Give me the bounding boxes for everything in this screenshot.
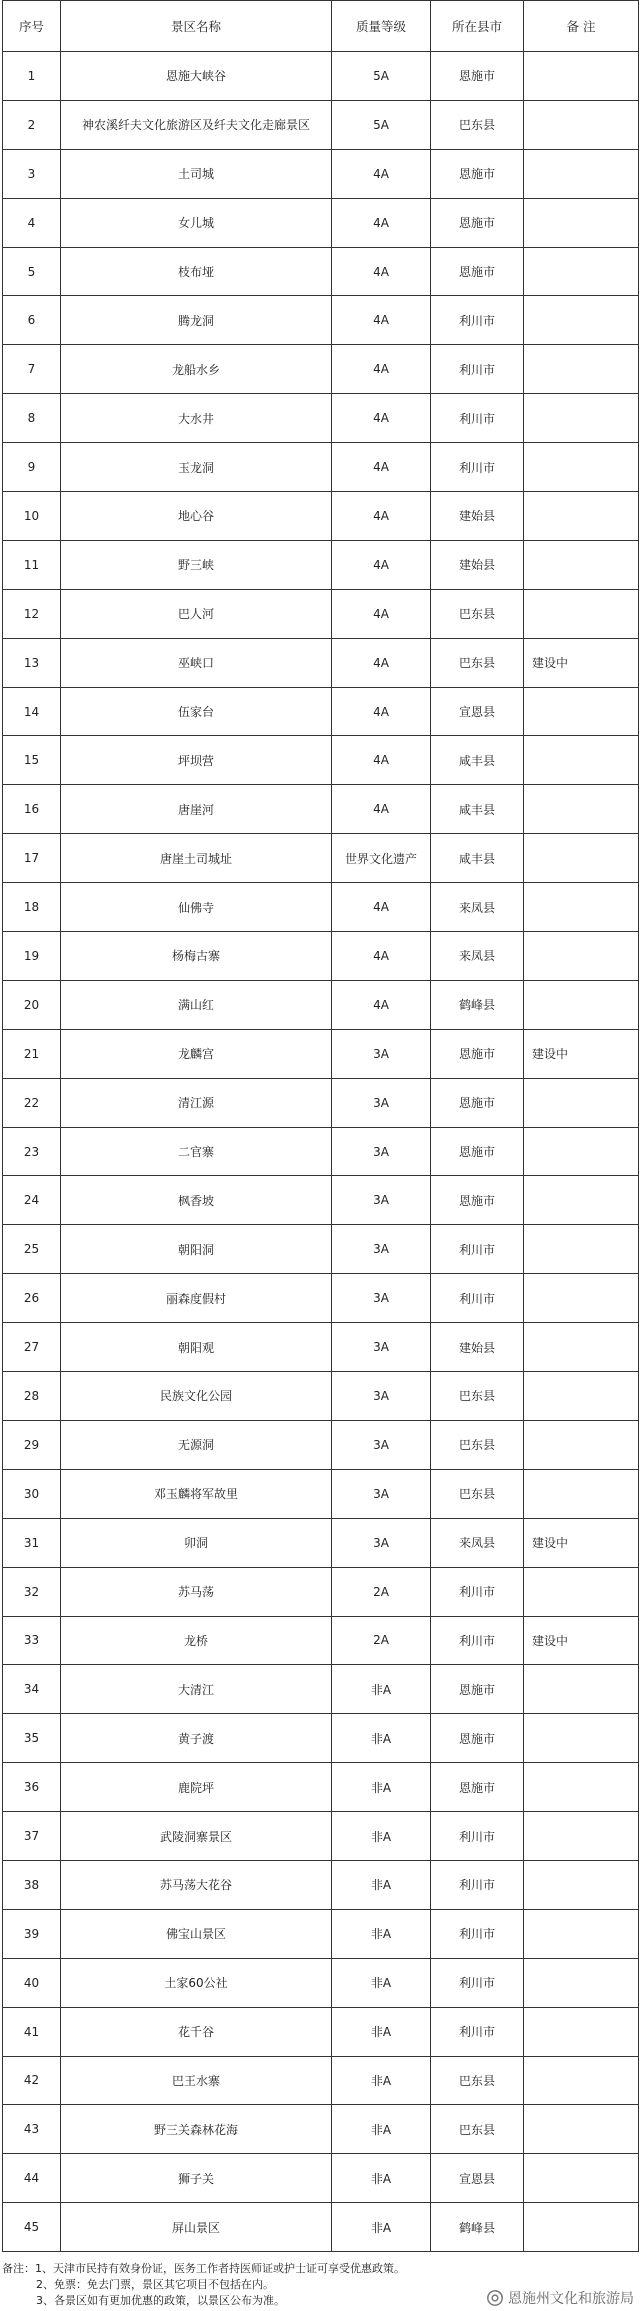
- county-city-cell: 鹤峰县: [431, 2203, 524, 2252]
- quality-level-cell: 3A: [332, 1469, 431, 1518]
- remarks-cell: [524, 1567, 639, 1616]
- quality-level-cell: 4A: [332, 687, 431, 736]
- row-index-cell: 20: [3, 980, 61, 1029]
- row-index-cell: 15: [3, 736, 61, 785]
- row-index-cell: 10: [3, 492, 61, 541]
- table-body: [3, 52, 639, 2252]
- table-row: [3, 149, 639, 198]
- footnote-line-1: 备注：1、天津市民持有效身份证，医务工作者持医师证或护士证可享受优惠政策。: [2, 2262, 405, 2275]
- scenic-name-cell: 朝阳洞: [61, 1225, 332, 1274]
- table-row: [3, 296, 639, 345]
- header-index: 序号: [3, 1, 61, 52]
- remarks-cell: [524, 345, 639, 394]
- county-city-cell: 利川市: [431, 345, 524, 394]
- row-index-cell: 43: [3, 2105, 61, 2154]
- county-city-cell: 建始县: [431, 540, 524, 589]
- table-header-row: [3, 1, 639, 52]
- quality-level-cell: 非A: [332, 1812, 431, 1861]
- row-index-cell: 41: [3, 2007, 61, 2056]
- table-row: [3, 1274, 639, 1323]
- table-row: [3, 394, 639, 443]
- row-index-cell: 29: [3, 1420, 61, 1469]
- row-index-cell: 37: [3, 1812, 61, 1861]
- scenic-name-cell: 唐崖河: [61, 785, 332, 834]
- scenic-name-cell: 丽森度假村: [61, 1274, 332, 1323]
- county-city-cell: 巴东县: [431, 1420, 524, 1469]
- quality-level-cell: 非A: [332, 2203, 431, 2252]
- quality-level-cell: 非A: [332, 2007, 431, 2056]
- quality-level-cell: 3A: [332, 1029, 431, 1078]
- table-row: [3, 443, 639, 492]
- row-index-cell: 25: [3, 1225, 61, 1274]
- scenic-name-cell: 巴人河: [61, 589, 332, 638]
- footnote-line-3: 3、各景区如有更加优惠的政策，以景区公布为准。: [36, 2294, 285, 2307]
- scenic-name-cell: 土家60公社: [61, 1958, 332, 2007]
- county-city-cell: 利川市: [431, 1274, 524, 1323]
- table-row: [3, 1420, 639, 1469]
- row-index-cell: 33: [3, 1616, 61, 1665]
- remarks-cell: [524, 394, 639, 443]
- scenic-name-cell: 鹿院坪: [61, 1763, 332, 1812]
- quality-level-cell: 5A: [332, 52, 431, 101]
- scenic-name-cell: 佛宝山景区: [61, 1909, 332, 1958]
- county-city-cell: 利川市: [431, 1812, 524, 1861]
- quality-level-cell: 世界文化遗产: [332, 834, 431, 883]
- county-city-cell: 来凤县: [431, 932, 524, 981]
- remarks-cell: 建设中: [524, 1518, 639, 1567]
- scenic-name-cell: 黄子渡: [61, 1714, 332, 1763]
- table-row: [3, 785, 639, 834]
- county-city-cell: 利川市: [431, 1567, 524, 1616]
- county-city-cell: 恩施市: [431, 1176, 524, 1225]
- county-city-cell: 建始县: [431, 492, 524, 541]
- row-index-cell: 38: [3, 1860, 61, 1909]
- scenic-name-cell: 女儿城: [61, 198, 332, 247]
- row-index-cell: 17: [3, 834, 61, 883]
- quality-level-cell: 非A: [332, 1860, 431, 1909]
- quality-level-cell: 4A: [332, 589, 431, 638]
- remarks-cell: [524, 932, 639, 981]
- remarks-cell: [524, 1469, 639, 1518]
- scenic-name-cell: 坪坝营: [61, 736, 332, 785]
- watermark: [484, 2288, 636, 2308]
- table-row: [3, 638, 639, 687]
- county-city-cell: 巴东县: [431, 100, 524, 149]
- remarks-cell: [524, 100, 639, 149]
- quality-level-cell: 4A: [332, 980, 431, 1029]
- county-city-cell: 恩施市: [431, 1029, 524, 1078]
- county-city-cell: 巴东县: [431, 2105, 524, 2154]
- row-index-cell: 24: [3, 1176, 61, 1225]
- remarks-cell: [524, 589, 639, 638]
- county-city-cell: 利川市: [431, 1225, 524, 1274]
- row-index-cell: 39: [3, 1909, 61, 1958]
- remarks-cell: [524, 52, 639, 101]
- table-row: [3, 1518, 639, 1567]
- row-index-cell: 12: [3, 589, 61, 638]
- quality-level-cell: 4A: [332, 394, 431, 443]
- remarks-cell: [524, 1909, 639, 1958]
- table-row: [3, 1714, 639, 1763]
- table-row: [3, 1812, 639, 1861]
- remarks-cell: 建设中: [524, 638, 639, 687]
- quality-level-cell: 3A: [332, 1372, 431, 1421]
- table-row: [3, 1029, 639, 1078]
- remarks-cell: [524, 540, 639, 589]
- scenic-name-cell: 龙麟宫: [61, 1029, 332, 1078]
- row-index-cell: 2: [3, 100, 61, 149]
- quality-level-cell: 3A: [332, 1274, 431, 1323]
- county-city-cell: 来凤县: [431, 1518, 524, 1567]
- remarks-cell: [524, 736, 639, 785]
- row-index-cell: 4: [3, 198, 61, 247]
- quality-level-cell: 2A: [332, 1567, 431, 1616]
- quality-level-cell: 3A: [332, 1225, 431, 1274]
- scenic-name-cell: 巴王水寨: [61, 2056, 332, 2105]
- scenic-name-cell: 邓玉麟将军故里: [61, 1469, 332, 1518]
- row-index-cell: 16: [3, 785, 61, 834]
- county-city-cell: 咸丰县: [431, 834, 524, 883]
- scenic-name-cell: 朝阳观: [61, 1323, 332, 1372]
- quality-level-cell: 非A: [332, 1958, 431, 2007]
- quality-level-cell: 4A: [332, 149, 431, 198]
- row-index-cell: 30: [3, 1469, 61, 1518]
- quality-level-cell: 3A: [332, 1518, 431, 1567]
- county-city-cell: 利川市: [431, 2007, 524, 2056]
- county-city-cell: 巴东县: [431, 2056, 524, 2105]
- row-index-cell: 31: [3, 1518, 61, 1567]
- county-city-cell: 利川市: [431, 1616, 524, 1665]
- scenic-name-cell: 龙船水乡: [61, 345, 332, 394]
- row-index-cell: 1: [3, 52, 61, 101]
- table-row: [3, 492, 639, 541]
- table-row: [3, 589, 639, 638]
- row-index-cell: 11: [3, 540, 61, 589]
- quality-level-cell: 4A: [332, 736, 431, 785]
- scenic-spots-sheet: [2, 0, 638, 2252]
- header-remarks: 备 注: [524, 1, 639, 52]
- table-row: [3, 1323, 639, 1372]
- table-row: [3, 980, 639, 1029]
- row-index-cell: 7: [3, 345, 61, 394]
- row-index-cell: 26: [3, 1274, 61, 1323]
- scenic-name-cell: 大清江: [61, 1665, 332, 1714]
- scenic-name-cell: 武陵洞寨景区: [61, 1812, 332, 1861]
- row-index-cell: 14: [3, 687, 61, 736]
- quality-level-cell: 4A: [332, 785, 431, 834]
- scenic-name-cell: 龙桥: [61, 1616, 332, 1665]
- table-row: [3, 2154, 639, 2203]
- county-city-cell: 巴东县: [431, 1372, 524, 1421]
- scenic-name-cell: 无源洞: [61, 1420, 332, 1469]
- table-row: [3, 1763, 639, 1812]
- scenic-name-cell: 苏马荡大花谷: [61, 1860, 332, 1909]
- remarks-cell: [524, 2007, 639, 2056]
- quality-level-cell: 非A: [332, 2105, 431, 2154]
- row-index-cell: 27: [3, 1323, 61, 1372]
- county-city-cell: 恩施市: [431, 198, 524, 247]
- remarks-cell: [524, 1958, 639, 2007]
- county-city-cell: 巴东县: [431, 638, 524, 687]
- quality-level-cell: 4A: [332, 345, 431, 394]
- quality-level-cell: 非A: [332, 1763, 431, 1812]
- row-index-cell: 5: [3, 247, 61, 296]
- row-index-cell: 6: [3, 296, 61, 345]
- quality-level-cell: 4A: [332, 296, 431, 345]
- remarks-cell: [524, 1225, 639, 1274]
- table-row: [3, 2007, 639, 2056]
- remarks-cell: [524, 443, 639, 492]
- county-city-cell: 恩施市: [431, 1665, 524, 1714]
- scenic-name-cell: 二官寨: [61, 1127, 332, 1176]
- scenic-name-cell: 腾龙洞: [61, 296, 332, 345]
- scenic-name-cell: 巫峡口: [61, 638, 332, 687]
- county-city-cell: 咸丰县: [431, 785, 524, 834]
- county-city-cell: 来凤县: [431, 883, 524, 932]
- row-index-cell: 13: [3, 638, 61, 687]
- county-city-cell: 宣恩县: [431, 687, 524, 736]
- scenic-name-cell: 伍家台: [61, 687, 332, 736]
- remarks-cell: [524, 2203, 639, 2252]
- county-city-cell: 利川市: [431, 443, 524, 492]
- quality-level-cell: 3A: [332, 1323, 431, 1372]
- row-index-cell: 18: [3, 883, 61, 932]
- row-index-cell: 45: [3, 2203, 61, 2252]
- remarks-cell: [524, 1274, 639, 1323]
- header-quality-level: 质量等级: [332, 1, 431, 52]
- table-row: [3, 1665, 639, 1714]
- quality-level-cell: 4A: [332, 492, 431, 541]
- row-index-cell: 22: [3, 1078, 61, 1127]
- table-row: [3, 2056, 639, 2105]
- county-city-cell: 利川市: [431, 1860, 524, 1909]
- row-index-cell: 32: [3, 1567, 61, 1616]
- remarks-cell: [524, 149, 639, 198]
- quality-level-cell: 4A: [332, 443, 431, 492]
- remarks-cell: 建设中: [524, 1029, 639, 1078]
- table-row: [3, 736, 639, 785]
- quality-level-cell: 3A: [332, 1127, 431, 1176]
- county-city-cell: 巴东县: [431, 589, 524, 638]
- remarks-cell: [524, 883, 639, 932]
- quality-level-cell: 非A: [332, 1909, 431, 1958]
- row-index-cell: 42: [3, 2056, 61, 2105]
- row-index-cell: 21: [3, 1029, 61, 1078]
- quality-level-cell: 非A: [332, 2056, 431, 2105]
- quality-level-cell: 非A: [332, 1665, 431, 1714]
- table-row: [3, 247, 639, 296]
- table-row: [3, 1225, 639, 1274]
- remarks-cell: [524, 1714, 639, 1763]
- table-row: [3, 687, 639, 736]
- table-row: [3, 1372, 639, 1421]
- table-row: [3, 883, 639, 932]
- table-row: [3, 1078, 639, 1127]
- table-row: [3, 1567, 639, 1616]
- row-index-cell: 35: [3, 1714, 61, 1763]
- county-city-cell: 巴东县: [431, 1469, 524, 1518]
- table-row: [3, 100, 639, 149]
- remarks-cell: [524, 296, 639, 345]
- remarks-cell: [524, 785, 639, 834]
- table-row: [3, 52, 639, 101]
- scenic-name-cell: 大水井: [61, 394, 332, 443]
- quality-level-cell: 3A: [332, 1176, 431, 1225]
- remarks-cell: [524, 1763, 639, 1812]
- county-city-cell: 宣恩县: [431, 2154, 524, 2203]
- scenic-name-cell: 苏马荡: [61, 1567, 332, 1616]
- scenic-name-cell: 仙佛寺: [61, 883, 332, 932]
- row-index-cell: 36: [3, 1763, 61, 1812]
- county-city-cell: 恩施市: [431, 247, 524, 296]
- header-county-city: 所在县市: [431, 1, 524, 52]
- scenic-spots-table: [2, 0, 639, 2252]
- quality-level-cell: 4A: [332, 540, 431, 589]
- county-city-cell: 利川市: [431, 296, 524, 345]
- table-row: [3, 1909, 639, 1958]
- county-city-cell: 利川市: [431, 1958, 524, 2007]
- scenic-name-cell: 唐崖土司城址: [61, 834, 332, 883]
- county-city-cell: 利川市: [431, 1909, 524, 1958]
- remarks-cell: [524, 980, 639, 1029]
- remarks-cell: [524, 492, 639, 541]
- remarks-cell: [524, 1176, 639, 1225]
- scenic-name-cell: 枝布垭: [61, 247, 332, 296]
- row-index-cell: 23: [3, 1127, 61, 1176]
- footnote-line-2: 2、免票：免去门票，景区其它项目不包括在内。: [36, 2278, 274, 2291]
- scenic-name-cell: 地心谷: [61, 492, 332, 541]
- scenic-name-cell: 枫香坡: [61, 1176, 332, 1225]
- remarks-cell: [524, 1323, 639, 1372]
- scenic-name-cell: 卯洞: [61, 1518, 332, 1567]
- scenic-name-cell: 玉龙洞: [61, 443, 332, 492]
- table-row: [3, 198, 639, 247]
- quality-level-cell: 5A: [332, 100, 431, 149]
- remarks-cell: [524, 2154, 639, 2203]
- county-city-cell: 鹤峰县: [431, 980, 524, 1029]
- quality-level-cell: 4A: [332, 247, 431, 296]
- row-index-cell: 34: [3, 1665, 61, 1714]
- wechat-official-account-icon: [486, 2289, 504, 2307]
- remarks-cell: [524, 1665, 639, 1714]
- scenic-name-cell: 民族文化公园: [61, 1372, 332, 1421]
- table-row: [3, 932, 639, 981]
- row-index-cell: 3: [3, 149, 61, 198]
- table-row: [3, 1958, 639, 2007]
- quality-level-cell: 4A: [332, 883, 431, 932]
- table-row: [3, 2203, 639, 2252]
- county-city-cell: 利川市: [431, 394, 524, 443]
- table-row: [3, 2105, 639, 2154]
- scenic-name-cell: 杨梅古寨: [61, 932, 332, 981]
- table-row: [3, 834, 639, 883]
- scenic-name-cell: 恩施大峡谷: [61, 52, 332, 101]
- row-index-cell: 9: [3, 443, 61, 492]
- county-city-cell: 建始县: [431, 1323, 524, 1372]
- row-index-cell: 28: [3, 1372, 61, 1421]
- table-row: [3, 540, 639, 589]
- header-scenic-name: 景区名称: [61, 1, 332, 52]
- table-row: [3, 1860, 639, 1909]
- scenic-name-cell: 屏山景区: [61, 2203, 332, 2252]
- scenic-name-cell: 清江源: [61, 1078, 332, 1127]
- remarks-cell: [524, 247, 639, 296]
- scenic-name-cell: 土司城: [61, 149, 332, 198]
- scenic-name-cell: 狮子关: [61, 2154, 332, 2203]
- row-index-cell: 40: [3, 1958, 61, 2007]
- quality-level-cell: 3A: [332, 1078, 431, 1127]
- quality-level-cell: 3A: [332, 1420, 431, 1469]
- quality-level-cell: 4A: [332, 932, 431, 981]
- county-city-cell: 恩施市: [431, 1714, 524, 1763]
- scenic-name-cell: 神农溪纤夫文化旅游区及纤夫文化走廊景区: [61, 100, 332, 149]
- remarks-cell: [524, 2056, 639, 2105]
- watermark-text: 恩施州文化和旅游局: [508, 2291, 634, 2307]
- row-index-cell: 8: [3, 394, 61, 443]
- scenic-name-cell: 满山红: [61, 980, 332, 1029]
- row-index-cell: 44: [3, 2154, 61, 2203]
- table-row: [3, 1127, 639, 1176]
- table-row: [3, 345, 639, 394]
- remarks-cell: [524, 1078, 639, 1127]
- quality-level-cell: 4A: [332, 638, 431, 687]
- row-index-cell: 19: [3, 932, 61, 981]
- table-row: [3, 1616, 639, 1665]
- county-city-cell: 咸丰县: [431, 736, 524, 785]
- quality-level-cell: 4A: [332, 198, 431, 247]
- county-city-cell: 恩施市: [431, 149, 524, 198]
- county-city-cell: 恩施市: [431, 1078, 524, 1127]
- quality-level-cell: 非A: [332, 2154, 431, 2203]
- county-city-cell: 恩施市: [431, 1127, 524, 1176]
- quality-level-cell: 非A: [332, 1714, 431, 1763]
- scenic-name-cell: 花千谷: [61, 2007, 332, 2056]
- table-row: [3, 1176, 639, 1225]
- remarks-cell: [524, 198, 639, 247]
- county-city-cell: 恩施市: [431, 52, 524, 101]
- remarks-cell: [524, 687, 639, 736]
- scenic-name-cell: 野三峡: [61, 540, 332, 589]
- remarks-cell: [524, 1812, 639, 1861]
- quality-level-cell: 2A: [332, 1616, 431, 1665]
- remarks-cell: [524, 1420, 639, 1469]
- remarks-cell: [524, 1860, 639, 1909]
- remarks-cell: [524, 1127, 639, 1176]
- remarks-cell: [524, 1372, 639, 1421]
- remarks-cell: [524, 834, 639, 883]
- scenic-name-cell: 野三关森林花海: [61, 2105, 332, 2154]
- remarks-cell: 建设中: [524, 1616, 639, 1665]
- remarks-cell: [524, 2105, 639, 2154]
- table-row: [3, 1469, 639, 1518]
- county-city-cell: 恩施市: [431, 1763, 524, 1812]
